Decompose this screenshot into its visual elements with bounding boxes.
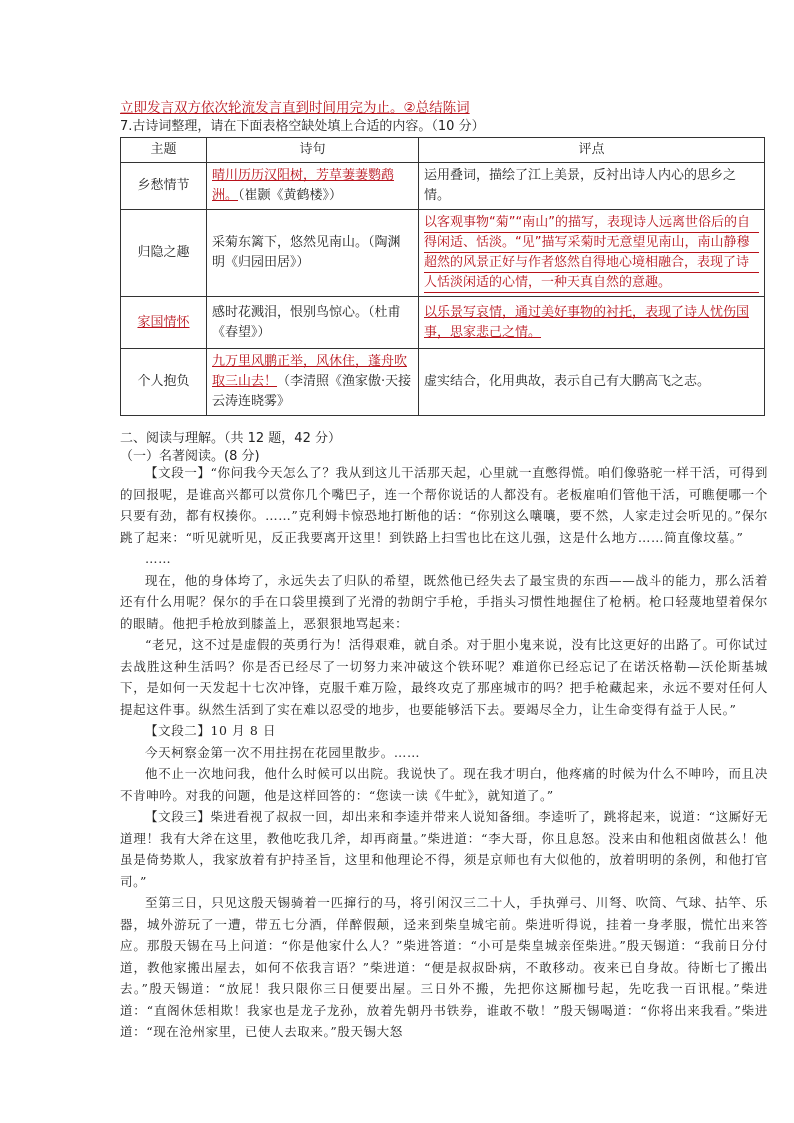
- comment-cell: 运用叠词，描绘了江上美景，反衬出诗人内心的思乡之情。: [419, 163, 765, 210]
- passage-6: 他不止一次地问我，他什么时候可以出院。我说快了。现在我才明白，他疼痛的时候为什么不呻吟，而且决不肯呻吟。对我的问题，他是这样回答的：“您读一读《牛虻》，就知道了。”: [120, 766, 768, 803]
- theme-cell: 乡愁情节: [121, 163, 207, 210]
- debate-rules-text: 立即发言双方依次轮流发言直到时间用完为止。②总结陈词: [120, 100, 470, 116]
- passage-4: 【文段二】10 月 8 日: [145, 723, 277, 738]
- table-header-row: [121, 138, 765, 163]
- poem-cell: 采菊东篱下，悠然见南山。（陶渊明《归园田居》）: [207, 210, 419, 297]
- passage-3: “老兄，这不过是虚假的英勇行为！活得艰难，就自杀。对于胆小鬼来说，没有比这更好的出路了。可你试过去战胜这种生活吗？你是否已经尽了一切努力来冲破这个铁环呢？难道你已经忘记了在诺沃格勒—沃伦斯基城下，是如何一天发起十七次冲锋，克服千难万险，最终攻克了那座城市的吗？把手枪藏起来，永远不要对任何人提起这件事。纵然生活到了实在难以忍受的地步，也要能够活下去。要竭尽全力，让生命变得有益于人民。”: [120, 637, 768, 717]
- question-7-prompt: 7.古诗词整理，请在下面表格空缺处填上合适的内容。（10 分）: [120, 119, 485, 134]
- answer-poem: 九万里风鹏正举，风休住，蓬舟吹取三山去！: [212, 354, 408, 389]
- debate-rules-line: [120, 96, 470, 116]
- table-row: [121, 163, 765, 210]
- table-row: [121, 349, 765, 416]
- comment-cell: [419, 210, 765, 297]
- answer-poem: 晴川历历汉阳树，芳草萋萋鹦鹉洲。: [212, 168, 395, 203]
- passage-2: 现在，他的身体垮了，永远失去了归队的希望，既然他已经失去了最宝贵的东西——战斗的能力，那么活着还有什么用呢？保尔的手在口袋里摸到了光滑的勃朗宁手枪，手指头习惯性地握住了枪柄。枪口轻蔑地望着保尔的眼睛。他把手枪放到膝盖上，恶狠狠地骂起来：: [120, 572, 768, 631]
- passage-7: 【文段三】柴进看视了叔叔一回，却出来和李逵并带来人说知备细。李逵听了，跳将起来，说道：“这厮好无道理！我有大斧在这里，教他吃我几斧，却再商量。”柴进道：“李大哥，你且息怒。没来由和他粗卤做甚么！他虽是倚势欺人，我家放着有护持圣旨，这里和他理论不得，须是京师也有大似他的，放着明明的条例，和他打官司。”: [120, 809, 768, 889]
- passage-1: 【文段一】“你问我今天怎么了？我从到这儿干活那天起，心里就一直憋得慌。咱们像骆驼一样干活，可得到的回报呢，是谁高兴都可以赏你几个嘴巴子，连一个帮你说话的人都没有。老板雇咱们管他干活，可瞧便哪一个只要有劲，都有权揍你。……”克利姆卡惊恐地打断他的话：“你别这么嚷嚷，要不然，人家走过会听见的。”保尔跳了起来：“听见就听见，反正我要离开这里！到铁路上扫雪也比在这儿强，这是什么地方……简直像坟墓。”: [120, 465, 768, 545]
- passage-5: 今天柯察金第一次不用拄拐在花园里散步。……: [145, 744, 421, 760]
- answer-comment: 以客观事物“菊”“南山”的描写，表现诗人远离世俗后的自得闲适、恬淡。“见”描写采菊时无意望见南山，南山静穆超然的风景正好与作者悠然自得地心境相融合，表现了诗人恬淡闲适的心情，一种天真自然的意趣。: [424, 213, 759, 293]
- section-2-title: 二、阅读与理解。（共 12 题，42 分）: [120, 431, 341, 446]
- answer-theme: 家国情怀: [137, 314, 190, 330]
- table-row: [121, 210, 765, 297]
- theme-cell: 归隐之趣: [121, 210, 207, 297]
- comment-cell: 虚实结合，化用典故，表示自己有大鹏高飞之志。: [419, 349, 765, 416]
- passage-ellipsis: ……: [145, 551, 172, 566]
- poetry-table: [120, 137, 765, 416]
- theme-cell: [121, 297, 207, 349]
- passage-8: 至第三日，只见这殷天锡骑着一匹撺行的马，将引闲汉三二十人，手执弹弓、川弩、吹筒、气球、拈竿、乐器，城外游玩了一遭，带五七分酒，佯醉假颠，迳来到柴皇城宅前。柴进听得说，挂着一身孝服，慌忙出来答应。那殷天锡在马上问道：“你是他家什么人？”柴进答道：“小可是柴皇城亲侄柴进。”殷天锡道：“我前日分付道，教他家搬出屋去，如何不依我言语？”柴进道：“便是叔叔卧病，不敢移动。夜来已自身故。待断七了搬出去。”殷天锡道：“放屁！我只限你三日便要出屋。三日外不搬，先把你这厮枷号起，先吃我一百讯棍。”柴进道：“直阁休恁相欺！我家也是龙子龙孙，放着先朝丹书铁券，谁敢不敬！”殷天锡喝道：“你将出来我看。”柴进道：“现在沧州家里，已使人去取来。”殷天锡大怒: [120, 895, 768, 1039]
- comment-cell: [419, 297, 765, 349]
- section-2-sub1: （一）名著阅读。(8 分): [120, 449, 260, 464]
- passage-block: [120, 462, 768, 1043]
- poem-cell: [207, 163, 419, 210]
- answer-comment: 以乐景写哀情，通过美好事物的衬托，表现了诗人忧伤国事，思家悲己之情。: [424, 304, 750, 340]
- table-row: [121, 297, 765, 349]
- poem-cell: [207, 349, 419, 416]
- theme-cell: 个人抱负: [121, 349, 207, 416]
- poem-cell: 感时花溅泪，恨别鸟惊心。（杜甫《春望》）: [207, 297, 419, 349]
- header-comment: 评点: [419, 138, 765, 163]
- header-theme: 主题: [121, 138, 207, 163]
- poem-source: （崔颢《黄鹤楼》）: [238, 188, 343, 203]
- poem-source: （李清照《渔家傲·天接云涛连晓雾》: [212, 374, 412, 409]
- header-poem: 诗句: [207, 138, 419, 163]
